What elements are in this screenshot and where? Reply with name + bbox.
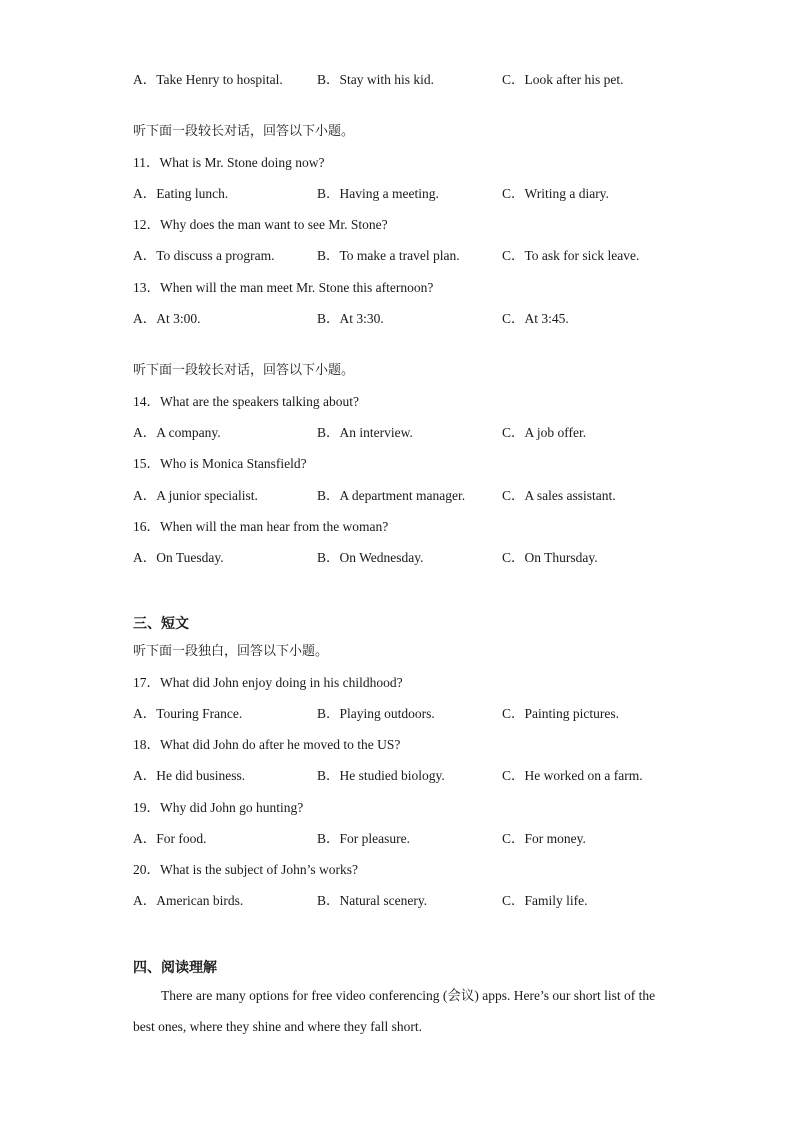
option-a: A．A junior specialist.	[133, 488, 258, 503]
option-b: B．An interview.	[317, 425, 413, 440]
section-heading: 四、阅读理解	[133, 960, 217, 976]
option-c: C．A sales assistant.	[502, 488, 616, 503]
question-text: 19．Why did John go hunting?	[133, 800, 304, 815]
question-text: 15．Who is Monica Stansfield?	[133, 456, 307, 471]
option-b: B．Stay with his kid.	[317, 72, 435, 87]
instruction-text: 听下面一段较长对话，回答以下小题。	[133, 363, 355, 378]
option-b: B．He studied biology.	[317, 768, 445, 783]
option-c: C．Family life.	[502, 893, 588, 908]
option-b: B．For pleasure.	[317, 831, 410, 846]
option-b: B．A department manager.	[317, 488, 466, 503]
option-c: C．He worked on a farm.	[502, 768, 643, 783]
option-a: A．Touring France.	[133, 706, 243, 721]
option-a: A．For food.	[133, 831, 207, 846]
option-c: C．Writing a diary.	[502, 186, 609, 201]
option-b: B．Having a meeting.	[317, 186, 439, 201]
option-a: A．At 3:00.	[133, 311, 201, 326]
option-c: C．At 3:45.	[502, 311, 569, 326]
question-text: 12．Why does the man want to see Mr. Stone?	[133, 217, 388, 232]
option-a: A．On Tuesday.	[133, 550, 224, 565]
question-text: 16．When will the man hear from the woman?	[133, 519, 389, 534]
question-text: 17．What did John enjoy doing in his childhood?	[133, 675, 403, 690]
option-c: C．Painting pictures.	[502, 706, 619, 721]
reading-paragraph: There are many options for free video conferencing (会议) apps. Here’s our short list of the best ones, where they shine and where they fall short.	[133, 988, 656, 1034]
option-a: A．Take Henry to hospital.	[133, 72, 283, 87]
instruction-text: 听下面一段独白，回答以下小题。	[133, 644, 329, 659]
option-b: B．Playing outdoors.	[317, 706, 435, 721]
option-c: C．A job offer.	[502, 425, 587, 440]
option-b: B．Natural scenery.	[317, 893, 428, 908]
section-heading: 三、短文	[133, 616, 189, 632]
question-text: 18．What did John do after he moved to the US?	[133, 737, 401, 752]
option-b: B．To make a travel plan.	[317, 248, 460, 263]
option-c: C．On Thursday.	[502, 550, 598, 565]
question-text: 13．When will the man meet Mr. Stone this afternoon?	[133, 280, 434, 295]
option-a: A．Eating lunch.	[133, 186, 229, 201]
question-text: 14．What are the speakers talking about?	[133, 394, 360, 409]
option-c: C．Look after his pet.	[502, 72, 624, 87]
instruction-text: 听下面一段较长对话，回答以下小题。	[133, 124, 355, 139]
option-c: C．To ask for sick leave.	[502, 248, 640, 263]
option-b: B．On Wednesday.	[317, 550, 424, 565]
option-b: B．At 3:30.	[317, 311, 384, 326]
question-text: 11．What is Mr. Stone doing now?	[133, 155, 325, 170]
option-a: A．American birds.	[133, 893, 244, 908]
option-a: A．To discuss a program.	[133, 248, 275, 263]
question-text: 20．What is the subject of John’s works?	[133, 862, 358, 877]
option-a: A．A company.	[133, 425, 221, 440]
option-a: A．He did business.	[133, 768, 246, 783]
option-c: C．For money.	[502, 831, 586, 846]
